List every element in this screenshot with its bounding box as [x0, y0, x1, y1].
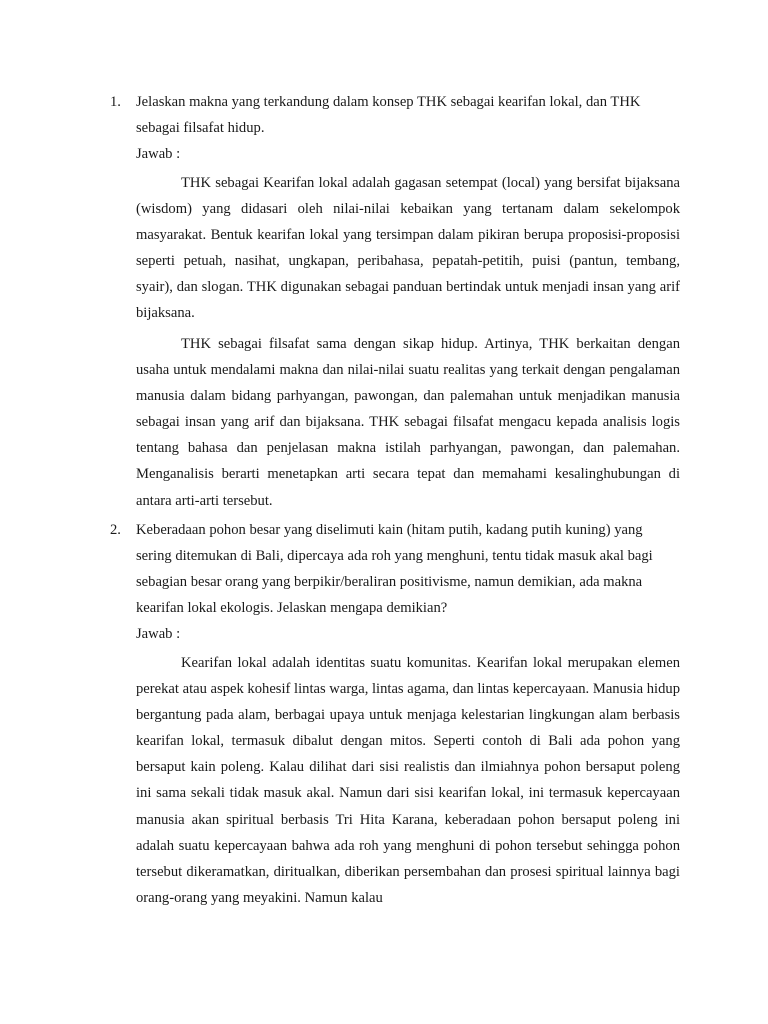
question-text-line: sebagian besar orang yang berpikir/beraliran positivisme, namun demikian, ada makna [136, 574, 643, 590]
question-text-line: kearifan lokal ekologis. Jelaskan mengapa demikian? [136, 600, 448, 616]
answer-label: Jawab : [136, 146, 181, 162]
answer-label: Jawab : [136, 626, 181, 642]
question-text-line: sering ditemukan di Bali, dipercaya ada roh yang menghuni, tentu tidak masuk akal bagi [136, 548, 653, 564]
question-text-line: Jelaskan makna yang terkandung dalam konsep THK sebagai kearifan lokal, dan THK [136, 94, 641, 110]
answer-paragraph: Kearifan lokal adalah identitas suatu komunitas. Kearifan lokal merupakan elemen perekat atau aspek kohesif lintas warga, lintas agama, dan lintas kepercayaan. Manusia hidup bergantung pada alam, berbagai upaya untuk menjaga kelestarian lingkungan alam berbasis kearifan lokal, termasuk dibalut dengan mitos. Seperti contoh di Bali ada pohon yang bersaput kain poleng. Kalau dilihat dari sisi realistis dan ilmiahnya pohon bersaput poleng ini sama sekali tidak masuk akal. Namun dari sisi kearifan lokal, ini termasuk kepercayaan manusia akan spiritual berbasis Tri Hita Karana, keberadaan pohon bersaput poleng ini adalah suatu kepercayaan bahwa ada roh yang menghuni di pohon tersebut sehingga pohon tersebut dikeramatkan, diritualkan, diberikan persembahan dan prosesi spiritual lainnya bagi orang-orang yang meyakini. Namun kalau [136, 655, 680, 906]
answer-paragraph: THK sebagai Kearifan lokal adalah gagasan setempat (local) yang bersifat bijaksana (wisdom) yang didasari oleh nilai-nilai kebaikan yang tertanam dalam sekelompok masyarakat. Bentuk kearifan lokal yang tersimpan dalam pikiran berupa proposisi-proposisi seperti petuah, nasihat, ungkapan, peribahasa, pepatah-petitih, puisi (pantun, tembang, syair), dan slogan. THK digunakan sebagai panduan bertindak untuk menjadi insan yang arif bijaksana. [136, 175, 680, 322]
question-text-line: sebagai filsafat hidup. [136, 120, 265, 136]
question-number: 2. [110, 522, 121, 538]
question-number: 1. [110, 94, 121, 110]
question-text-line: Keberadaan pohon besar yang diselimuti kain (hitam putih, kadang putih kuning) yang [136, 522, 643, 538]
answer-paragraph: THK sebagai filsafat sama dengan sikap hidup. Artinya, THK berkaitan dengan usaha untuk mendalami makna dan nilai-nilai suatu realitas yang terkait dengan pengalaman manusia dalam bidang parhyangan, pawongan, dan palemahan untuk menjadikan manusia sebagai insan yang arif dan bijaksana. THK sebagai filsafat mengacu kepada analisis logis tentang bahasa dan penjelasan makna istilah parhyangan, pawongan, dan palemahan. Menganalisis berarti menetapkan arti secara tepat dan memahami kesalinghubungan di antara arti-arti tersebut. [136, 336, 680, 509]
